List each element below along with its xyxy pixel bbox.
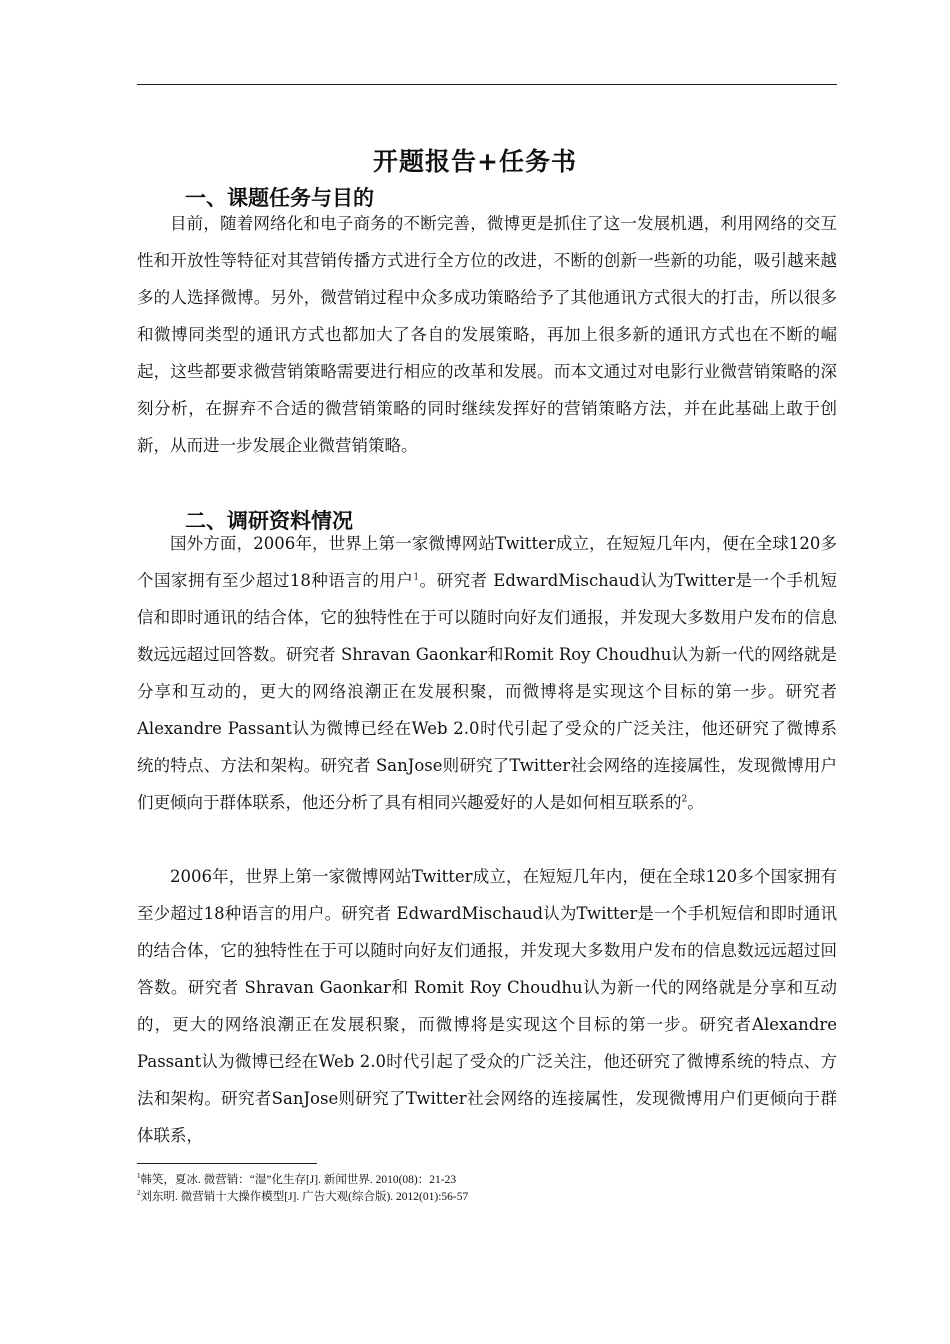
footnote-mark: 2 [137, 1189, 141, 1197]
paragraph-text: 国外方面，2006年，世界上第一家微博网站Twitter成立，在短短几年内，便在全球120多个国家拥有至少超过18种语言的用户 [137, 534, 837, 590]
section-1-paragraph: 目前，随着网络化和电子商务的不断完善，微博更是抓住了这一发展机遇，利用网络的交互性和开放性等特征对其营销传播方式进行全方位的改进，不断的创新一些新的功能，吸引越来越多的人选择微博。另外，微营销过程中众多成功策略给予了其他通讯方式很大的打击，所以很多和微博同类型的通讯方式也都加大了各自的发展策略，再加上很多新的通讯方式也在不断的崛起，这些都要求微营销策略需要进行相应的改革和发展。而本文通过对电影行业微营销策略的深刻分析，在摒弃不合适的微营销策略的同时继续发挥好的营销策略方法，并在此基础上敢于创新，从而进一步发展企业微营销策略。 [137, 214, 837, 455]
section-heading-1: 一、课题任务与目的 [185, 186, 374, 210]
footnote-text: 刘东明. 微营销十大操作模型[J]. 广告大观(综合版). 2012(01):56-57 [140, 1190, 469, 1203]
paragraph-text-cont: 。研究者 EdwardMischaud认为Twitter是一个手机短信和即时通讯的结合体，它的独特性在于可以随时向好友们通报，并发现大多数用户发布的信息数远远超过回答数。研究者 Shravan Gaonkar和Romit Roy Choudhu认为新一代的网络就是分享和互动的，更大的网络浪潮正在发展积聚，而微博将是实现这个目标的第一步。研究者Alexandre Passant认为微博已经在Web 2.0时代引起了受众的广泛关注，他还研究了微博系统的特点、方法和架构。研究者 SanJose则研究了Twitter社会网络的连接属性，发现微博用户们更倾向于群体联系，他还分析了具有相同兴趣爱好的人是如何相互联系的 [137, 571, 837, 812]
footnote-rule [137, 1163, 317, 1164]
footnote-text: 韩笑，夏冰. 微营销：“湿”化生存[J]. 新闻世界. 2010(08)：21-23 [140, 1173, 457, 1186]
footnote-mark: 1 [137, 1172, 141, 1180]
footnote-ref-2: 2 [681, 794, 688, 805]
header-rule [137, 84, 837, 85]
footnote-2 [137, 1185, 468, 1205]
section-2-paragraph-1 [137, 525, 837, 821]
paragraph-text-end: 。 [687, 793, 704, 812]
footnote-ref-1: 1 [413, 572, 420, 583]
section-heading-2: 二、调研资料情况 [185, 509, 353, 533]
page-title: 开题报告+任务书 [373, 147, 577, 176]
section-2-paragraph-2: 2006年，世界上第一家微博网站Twitter成立，在短短几年内，便在全球120多个国家拥有至少超过18种语言的用户。研究者 EdwardMischaud认为Twitter是一个手机短信和即时通讯的结合体，它的独特性在于可以随时向好友们通报，并发现大多数用户发布的信息数远远超过回答数。研究者 Shravan Gaonkar和 Romit Roy Choudhu认为新一代的网络就是分享和互动的，更大的网络浪潮正在发展积聚，而微博将是实现这个目标的第一步。研究者Alexandre Passant认为微博已经在Web 2.0时代引起了受众的广泛关注，他还研究了微博系统的特点、方法和架构。研究者SanJose则研究了Twitter社会网络的连接属性，发现微博用户们更倾向于群体联系， [137, 867, 837, 1145]
